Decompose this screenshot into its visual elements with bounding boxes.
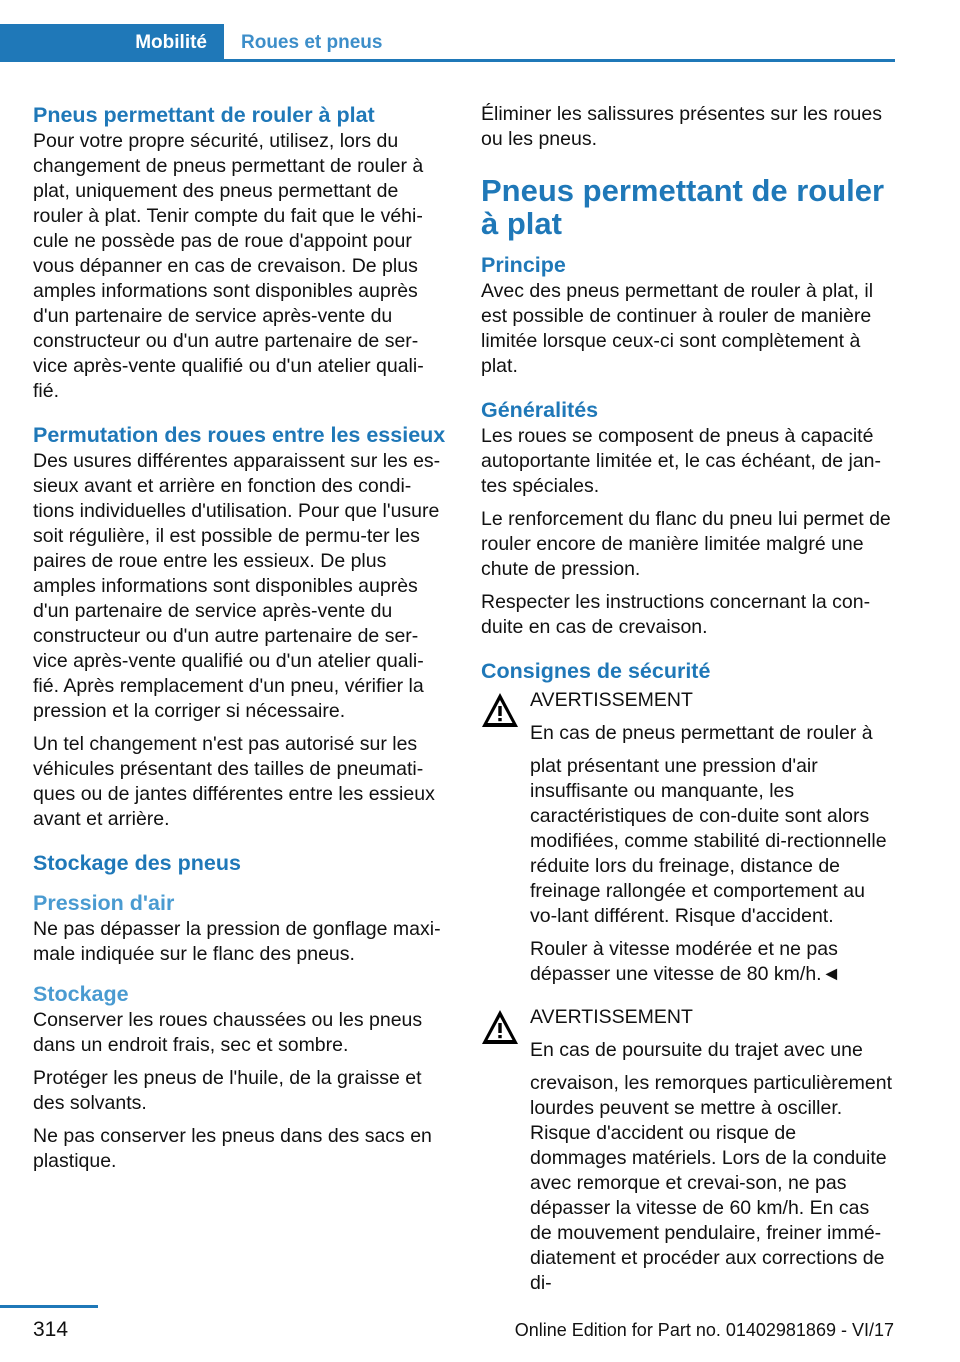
pressure-subheading: Pression d'air [33,891,175,915]
left-column [33,102,448,1182]
generalites-heading: Généralités [481,398,599,422]
warning-block-1 [481,688,896,987]
generalites-paragraph-2: Le renforcement du flanc du pneu lui permet de rouler encore de manière limitée malgré une chute de pression. [481,508,891,580]
header-rule [224,59,895,62]
stockage-paragraph-2: Protéger les pneus de l'huile, de la graisse et des solvants. [33,1067,422,1114]
safety-heading: Consignes de sécurité [481,659,711,683]
page-number: 314 [33,1318,69,1341]
permutation-heading: Permutation des roues entre les essieux [33,423,446,447]
warning-2-first-line: En cas de poursuite du trajet avec une [530,1039,863,1061]
stockage-subheading: Stockage [33,982,129,1006]
warning-1-body: plat présentant une pression d'air insuffisante ou manquante, les caractéristiques de con-duite sont alors modifiées, comme stabilité di-rectionnelle réduite lors du freinage, distance de freinage rallongée et comportement au vo-lant différent. Risque d'accident. [530,755,887,927]
generalites-paragraph-3: Respecter les instructions concernant la con-duite en cas de crevaison. [481,591,871,638]
principe-paragraph: Avec des pneus permettant de rouler à plat, il est possible de continuer à rouler de manière limitée lorsque ceux-ci sont complètement à plat. [481,280,874,377]
warning-triangle-icon [481,692,519,728]
principe-heading: Principe [481,253,566,277]
storage-heading: Stockage des pneus [33,851,241,875]
warning-triangle-icon [481,1009,519,1045]
chapter-tab: Roues et pneus [241,32,383,53]
right-column [481,102,896,1304]
section-tab: Mobilité [0,24,224,62]
permutation-paragraph-2: Un tel changement n'est pas autorisé sur les véhicules présentant des tailles de pneumati-ques ou de jantes différentes entre les essieux avant et arrière. [33,733,435,830]
warning-2-title: AVERTISSEMENT [530,1006,693,1028]
warning-1-first-line: En cas de pneus permettant de rouler à [530,722,873,744]
warning-block-2 [481,1005,896,1296]
warning-1-extra: Rouler à vitesse modérée et ne pas dépasser une vitesse de 80 km/h.◄ [530,938,841,985]
warning-1-title: AVERTISSEMENT [530,689,693,711]
warning-2-body: crevaison, les remorques particulièrement lourdes peuvent se mettre à osciller. Risque d'accident ou risque de dommages matériels. Lors de la conduite avec remorque et crevai-son, ne pas dépasser la vitesse de 60 km/h. En cas de mouvement pendulaire, freiner immé-diatement et procéder aux corrections de di- [530,1072,892,1294]
generalites-paragraph-1: Les roues se composent de pneus à capacité autoportante limitée et, le cas échéant, de jan-tes spéciales. [481,425,881,497]
edition-note: Online Edition for Part no. 01402981869 - VI/17 [514,1320,894,1340]
page-header [0,24,895,62]
permutation-paragraph-1: Des usures différentes apparaissent sur les es-sieux avant et arrière en fonction des condi-tions individuelles d'utilisation. Pour que l'usure soit régulière, il est possible de permu-ter les paires de roue entre les essieux. De plus amples informations sont disponibles auprès d'un partenaire de service après-vente du constructeur ou d'un autre partenaire de ser-vice après-vente qualifié ou d'un atelier quali-fié. Après remplacement d'un pneu, vérifier la pression et la corriger si nécessaire. [33,450,441,722]
pressure-paragraph: Ne pas dépasser la pression de gonflage maxi-male indiquée sur le flanc des pneus. [33,918,441,965]
stockage-paragraph-3: Ne pas conserver les pneus dans des sacs en plastique. [33,1125,432,1172]
runflat-heading: Pneus permettant de rouler à plat [33,103,375,127]
footer-rule [0,1305,98,1308]
stockage-paragraph-1: Conserver les roues chaussées ou les pneus dans un endroit frais, sec et sombre. [33,1009,423,1056]
runflat-paragraph: Pour votre propre sécurité, utilisez, lors du changement de pneus permettant de rouler à plat, uniquement des pneus permettant de rouler à plat. Tenir compte du fait que le véhi-cule ne possède pas de roue d'appoint pour vous dépanner en cas de crevaison. De plus amples informations sont disponibles auprès d'un partenaire de service après-vente du constructeur ou d'un autre partenaire de ser-vice après-vente qualifié ou d'un atelier quali-fié. [33,130,424,402]
intro-paragraph: Éliminer les salissures présentes sur les roues ou les pneus. [481,103,882,150]
main-heading: Pneus permettant de rouler à plat [481,173,885,241]
